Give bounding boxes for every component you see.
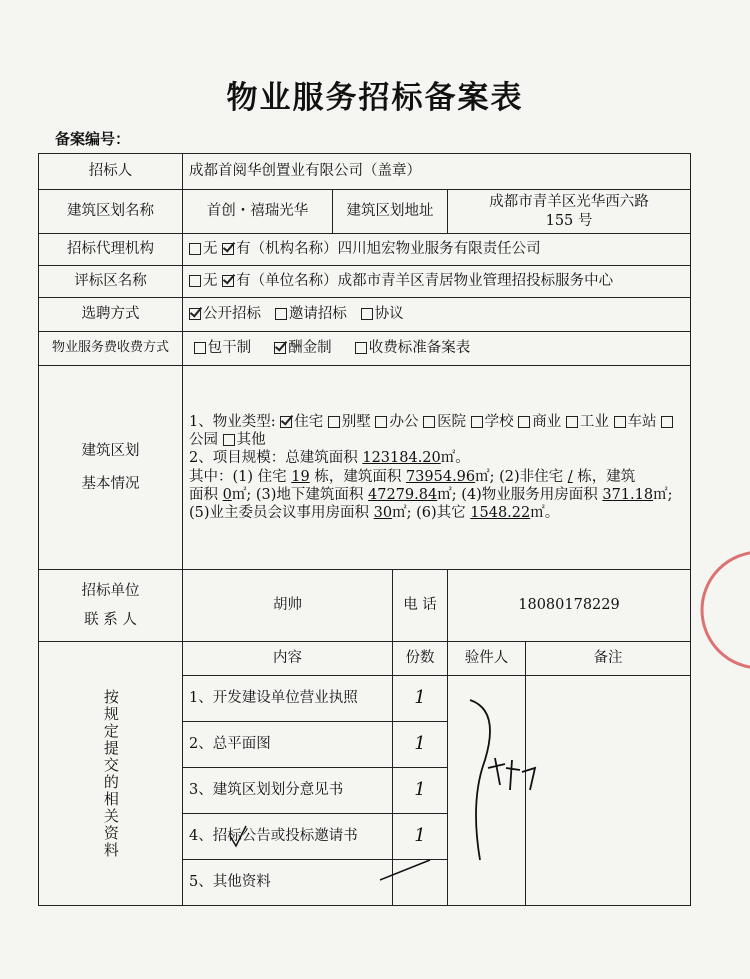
evaluation-org-name: 成都市青羊区青居物业管理招投标服务中心 [337, 273, 614, 290]
scope-label-line1: 建筑区划 [81, 443, 140, 460]
other-area-unit: ㎡ [530, 504, 545, 521]
contact-label-line1: 招标单位 [81, 583, 140, 600]
area-address-label: 建筑区划地址 [333, 190, 448, 234]
service-room-area: 371.18 [602, 486, 654, 503]
method-invite-label: 邀请招标 [288, 306, 347, 323]
area-name-label: 建筑区划名称 [39, 190, 183, 234]
committee-area-unit: ㎡ [392, 504, 407, 521]
other-prefix: (6)其它 [416, 504, 466, 521]
contact-label-line2: 联 系 人 [84, 611, 137, 628]
method-open-label: 公开招标 [203, 306, 261, 323]
underground-area-unit: ㎡ [437, 486, 452, 503]
docs-header-count: 份数 [393, 642, 448, 676]
residential-mid: 栋，建筑面积 [314, 468, 402, 485]
non-res-prefix: (2)非住宅 [499, 468, 564, 485]
other-area: 1548.22 [470, 504, 531, 521]
last-count-dash [380, 860, 430, 880]
area-address-line2: 155 号 [545, 212, 593, 229]
type-hospital-label: 医院 [437, 414, 467, 431]
type-school-label: 学校 [484, 414, 514, 431]
red-seal-stamp [702, 552, 750, 668]
type-station-label: 车站 [627, 414, 657, 431]
evaluation-no-label: 无 [203, 273, 218, 290]
type-commercial-label: 商业 [532, 414, 562, 431]
inspector-bracket-mark [470, 700, 490, 860]
doc-item-name: 4、招标公告或投标邀请书 [183, 814, 393, 860]
type-residential-label: 住宅 [294, 414, 324, 431]
underground-prefix: (3)地下建筑面积 [255, 486, 364, 503]
agent-org-name: 四川旭宏物业服务有限责任公司 [337, 241, 541, 258]
docs-vertical-label: 按规定提交的相关资料 [101, 688, 120, 859]
non-res-area-prefix: 面积 [189, 486, 218, 503]
phone-label: 电 话 [393, 570, 448, 642]
type-other-label: 其他 [236, 432, 266, 449]
record-number-label: 备案编号： [55, 130, 131, 148]
fee-lump-label: 包干制 [207, 340, 252, 357]
scope-line-detail-1: 其中：(1) 住宅 19 栋，建筑面积 73954.96㎡; (2)非住宅 / 栋，建筑 [189, 468, 636, 485]
fee-standard-label: 收费标准备案表 [368, 340, 471, 357]
doc-item-name: 1、开发建设单位营业执照 [183, 676, 393, 722]
method-label: 选聘方式 [39, 298, 183, 332]
type-industrial-label: 工业 [579, 414, 609, 431]
doc-item-name: 5、其他资料 [183, 860, 393, 906]
evaluation-label: 评标区名称 [39, 266, 183, 298]
residential-area-unit: ㎡ [475, 468, 490, 485]
residential-area: 73954.96 [405, 468, 476, 485]
scope-types-prefix: 1、物业类型: [189, 414, 276, 431]
evaluation-yes-label: 有（单位名称） [236, 273, 338, 290]
page-title: 物业服务招标备案表 [226, 80, 524, 116]
total-area: 123184.20 [362, 450, 441, 467]
doc-item-count: 1 [393, 676, 448, 722]
doc-item-count: 1 [393, 814, 448, 860]
non-res-count: / [567, 468, 573, 485]
docs-header-remarks: 备注 [526, 642, 691, 676]
item4-check-mark [230, 826, 246, 846]
service-room-prefix: (4)物业服务用房面积 [461, 486, 598, 503]
committee-prefix: (5)业主委员会议事用房面积 [189, 504, 370, 521]
agent-yes-label: 有（机构名称） [236, 241, 338, 258]
doc-item-name: 2、总平面图 [183, 722, 393, 768]
non-res-suffix: 栋，建筑 [577, 468, 636, 485]
scale-prefix: 2、项目规模：总建筑面积 [189, 450, 358, 467]
tenderer-label: 招标人 [39, 154, 183, 190]
phone-value: 18080178229 [448, 570, 691, 642]
committee-area: 30 [373, 504, 393, 521]
type-park-label: 公园 [189, 432, 218, 449]
method-agreement-label: 协议 [374, 306, 404, 323]
non-res-area-unit: ㎡ [231, 486, 247, 503]
doc-item-name: 3、建筑区划划分意见书 [183, 768, 393, 814]
scope-line-detail-3: (5)业主委员会议事用房面积 30㎡; (6)其它 1548.22㎡。 [189, 504, 560, 521]
service-room-area-unit: ㎡ [653, 486, 668, 503]
agent-label: 招标代理机构 [39, 234, 183, 266]
non-res-area: 0 [222, 486, 232, 503]
contact-name: 胡帅 [183, 570, 393, 642]
scope-line-scale: 2、项目规模：总建筑面积 123184.20㎡。 [189, 450, 470, 467]
area-name-value: 首创・禧瑞光华 [183, 190, 333, 234]
doc-item-count: 1 [393, 768, 448, 814]
area-address-line1: 成都市青羊区光华西六路 [489, 194, 649, 211]
fee-label: 物业服务费收费方式 [39, 332, 183, 366]
docs-header-inspector: 验件人 [448, 642, 526, 676]
scope-line-detail-2: 面积 0㎡; (3)地下建筑面积 47279.84㎡; (4)物业服务用房面积 371.18㎡; [189, 486, 673, 503]
fee-commission-label: 酬金制 [288, 340, 332, 357]
inspector-signature [488, 758, 535, 790]
total-area-unit: ㎡ [440, 450, 456, 467]
scope-label-line2: 基本情况 [81, 475, 140, 492]
docs-header-content: 内容 [183, 642, 393, 676]
underground-area: 47279.84 [368, 486, 438, 503]
type-villa-label: 别墅 [341, 414, 371, 431]
residential-prefix: 其中：(1) 住宅 [189, 468, 287, 485]
agent-no-label: 无 [203, 241, 218, 258]
tenderer-value: 成都首阅华创置业有限公司（盖章） [183, 154, 691, 190]
residential-count: 19 [291, 468, 310, 485]
type-office-label: 办公 [389, 414, 419, 431]
doc-item-count: 1 [393, 722, 448, 768]
